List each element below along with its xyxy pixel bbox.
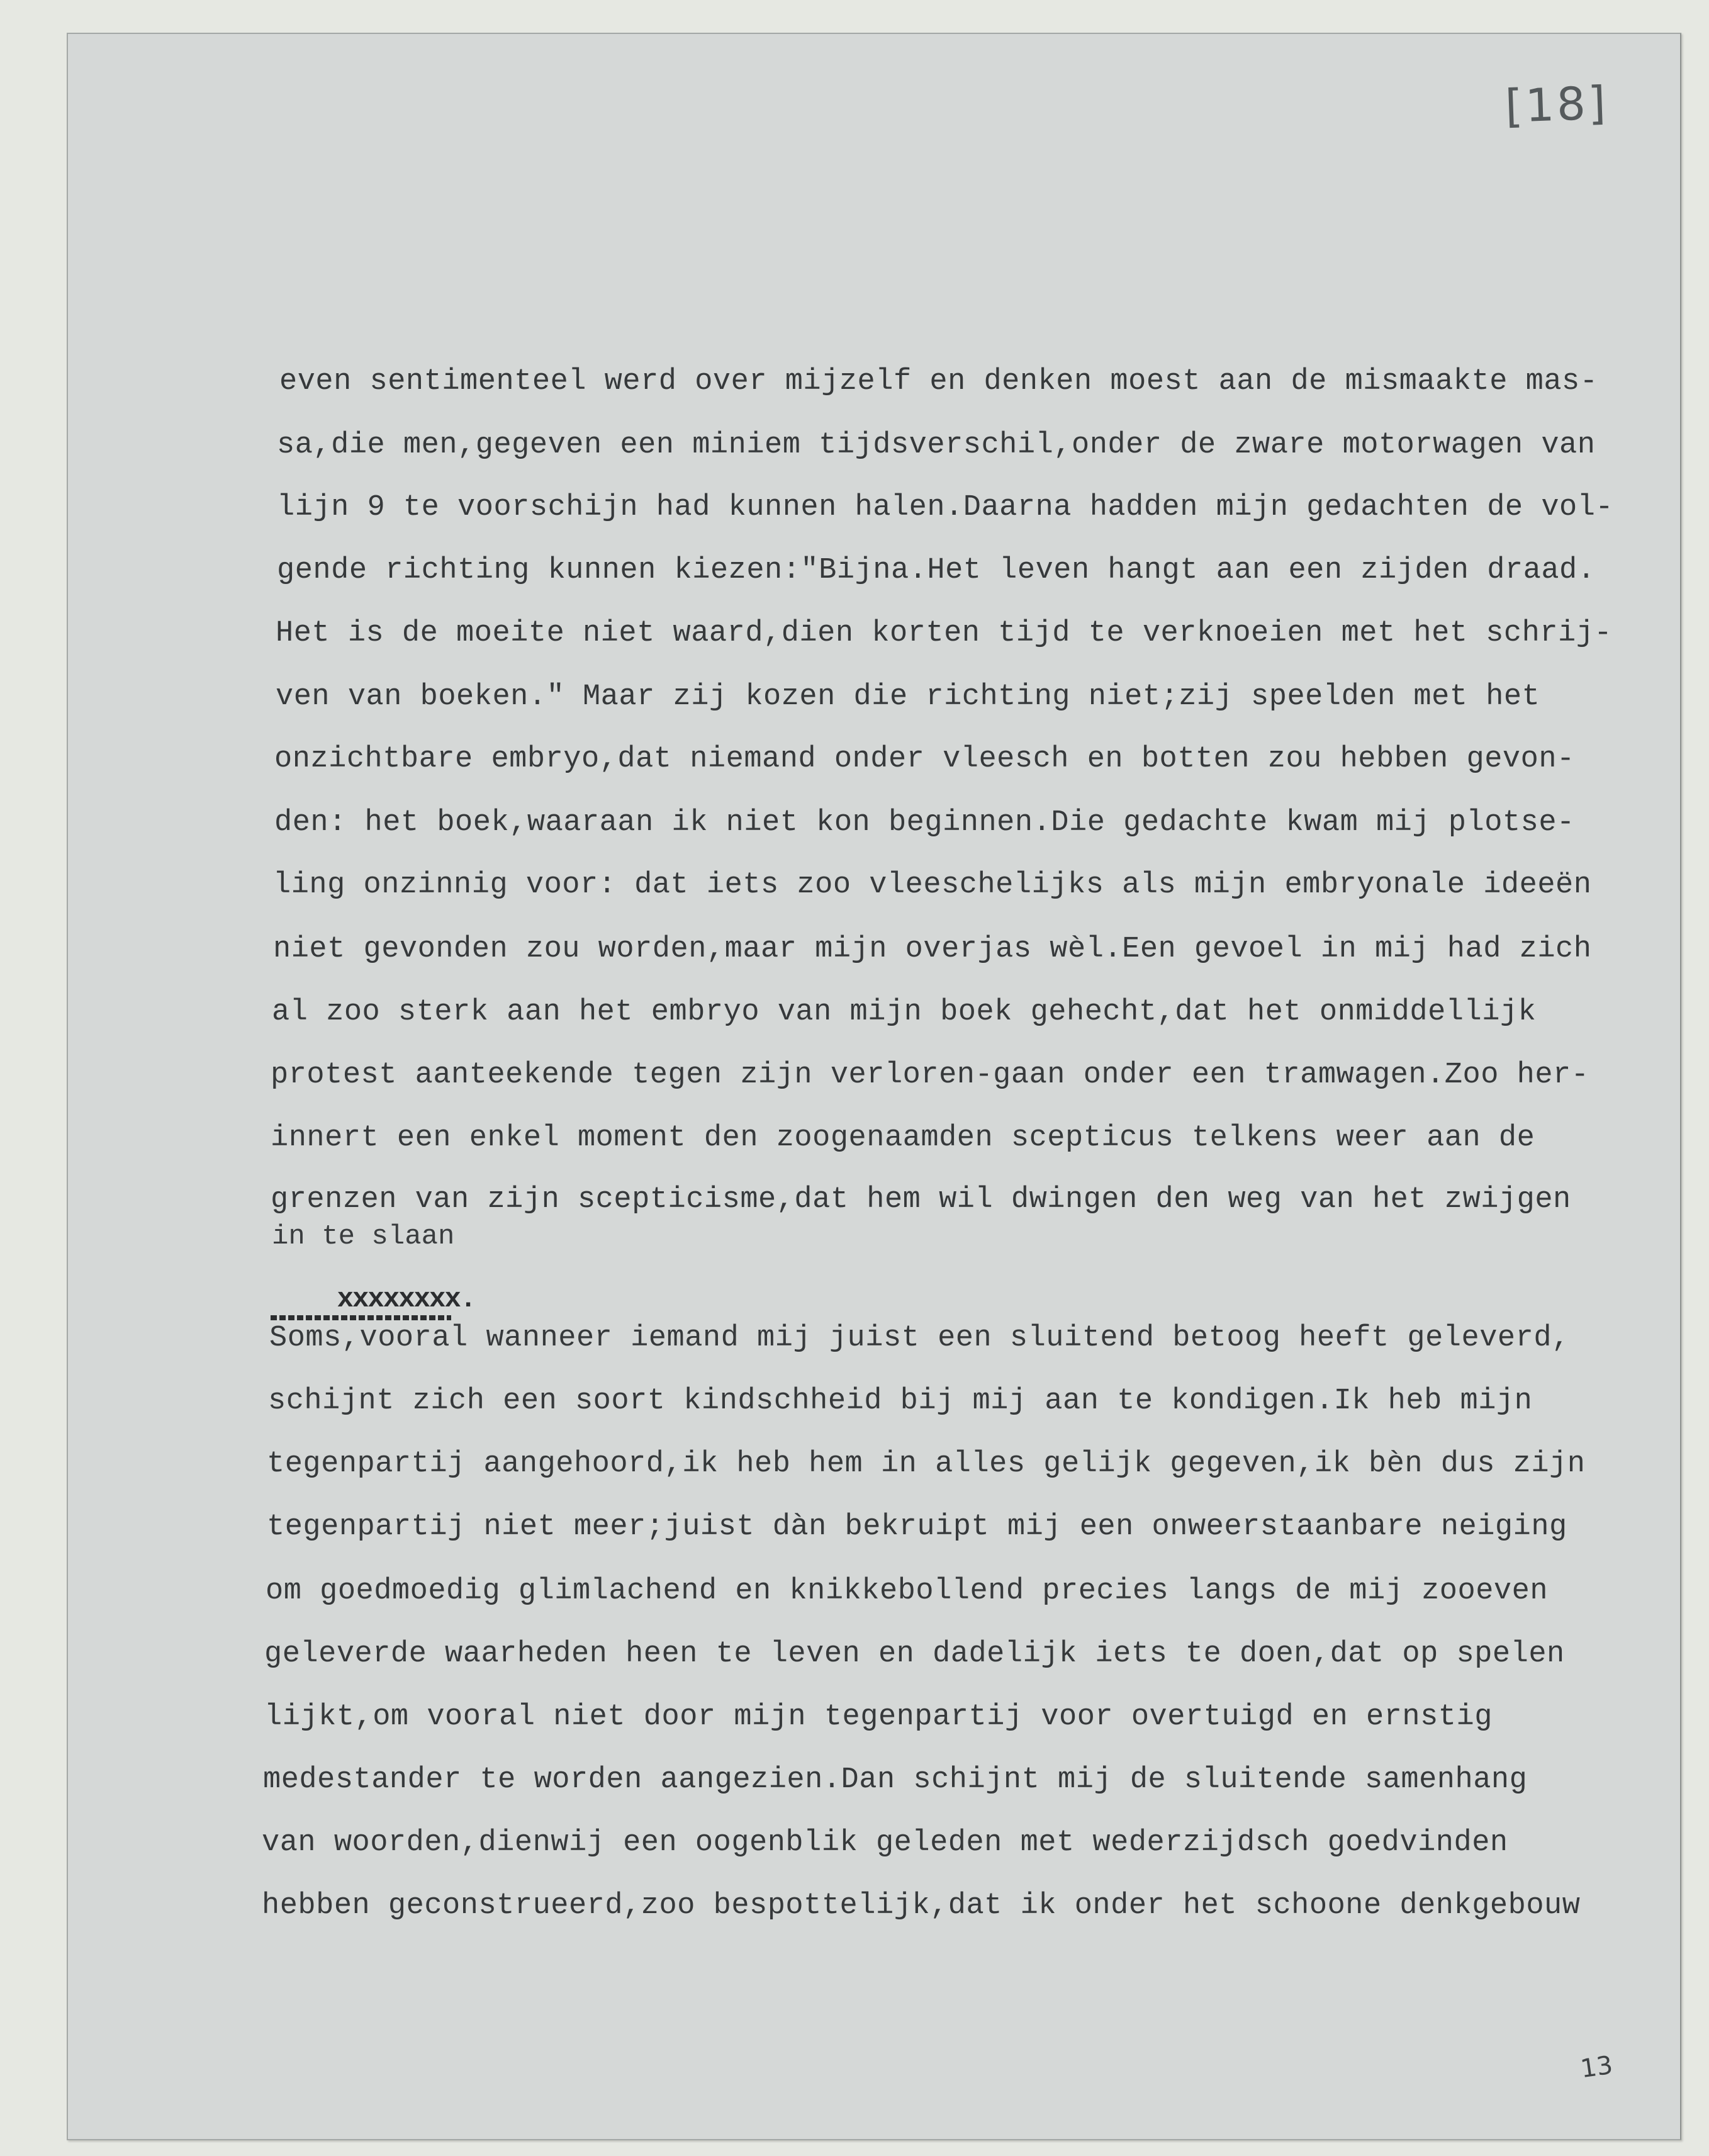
text-line: al zoo sterk aan het embryo van mijn boek gehecht,dat het onmiddellijk bbox=[272, 996, 1537, 1029]
text-line: geleverde waarheden heen te leven en dadelijk iets te doen,dat op spelen bbox=[264, 1637, 1565, 1671]
text-line: niet gevonden zou worden,maar mijn overjas wèl.Een gevoel in mij had zich bbox=[273, 933, 1592, 966]
handwritten-insertion: in te slaan bbox=[272, 1221, 455, 1252]
marginal-note: 13 bbox=[1579, 2050, 1615, 2084]
text-line: lijkt,om vooral niet door mijn tegenpartij voor overtuigd en ernstig bbox=[264, 1700, 1493, 1734]
text-line: ven van boeken." Maar zij kozen die richting niet;zij speelden met het bbox=[276, 680, 1540, 714]
struck-letters: xxxxxxxx bbox=[337, 1284, 460, 1315]
text-line: tegenpartij aangehoord,ik heb hem in alles gelijk gegeven,ik bèn dus zijn bbox=[267, 1447, 1586, 1481]
text-line: Het is de moeite niet waard,dien korten tijd te verknoeien met het schrij- bbox=[276, 617, 1613, 650]
text-line: ling onzinnig voor: dat iets zoo vleeschelijks als mijn embryonale ideeën bbox=[273, 868, 1592, 902]
text-line: van woorden,dienwij een oogenblik geleden met wederzijdsch goedvinden bbox=[262, 1826, 1508, 1860]
text-line: hebben geconstrueerd,zoo bespottelijk,dat ik onder het schoone denkgebouw bbox=[262, 1889, 1581, 1923]
text-line: tegenpartij niet meer;juist dàn bekruipt mij een onweerstaanbare neiging bbox=[267, 1510, 1567, 1544]
page-number: [18] bbox=[1504, 76, 1610, 133]
text-line: den: het boek,waaraan ik niet kon beginnen.Die gedachte kwam mij plotse- bbox=[274, 806, 1575, 839]
text-line: grenzen van zijn scepticisme,dat hem wil dwingen den weg van het zwijgen bbox=[271, 1183, 1571, 1216]
text-line: lijn 9 te voorschijn had kunnen halen.Daarna hadden mijn gedachten de vol- bbox=[277, 491, 1614, 524]
text-line: protest aanteekende tegen zijn verloren-gaan onder een tramwagen.Zoo her- bbox=[271, 1058, 1589, 1092]
text-line: medestander te worden aangezien.Dan schijnt mij de sluitende samenhang bbox=[263, 1763, 1528, 1797]
text-line: gende richting kunnen kiezen:"Bijna.Het leven hangt aan een zijden draad. bbox=[277, 554, 1596, 587]
text-line: onzichtbare embryo,dat niemand onder vleesch en botten zou hebben gevon- bbox=[274, 743, 1575, 776]
text-line: schijnt zich een soort kindschheid bij mij aan te kondigen.Ik heb mijn bbox=[268, 1384, 1533, 1418]
struck-out-word bbox=[271, 1252, 476, 1378]
text-line: om goedmoedig glimlachend en knikkebollend precies langs de mij zooeven bbox=[266, 1575, 1549, 1608]
text-line: sa,die men,gegeven een miniem tijdsverschil,onder de zware motorwagen van bbox=[277, 429, 1596, 462]
struck-tail: . bbox=[459, 1284, 477, 1315]
text-line: innert een enkel moment den zoogenaamden scepticus telkens weer aan de bbox=[271, 1121, 1535, 1155]
strike-through bbox=[271, 1315, 451, 1320]
text-line: Soms,vooral wanneer iemand mij juist een sluitend betoog heeft geleverd, bbox=[269, 1322, 1570, 1355]
text-line: even sentimenteel werd over mijzelf en denken moest aan de mismaakte mas- bbox=[279, 365, 1598, 398]
